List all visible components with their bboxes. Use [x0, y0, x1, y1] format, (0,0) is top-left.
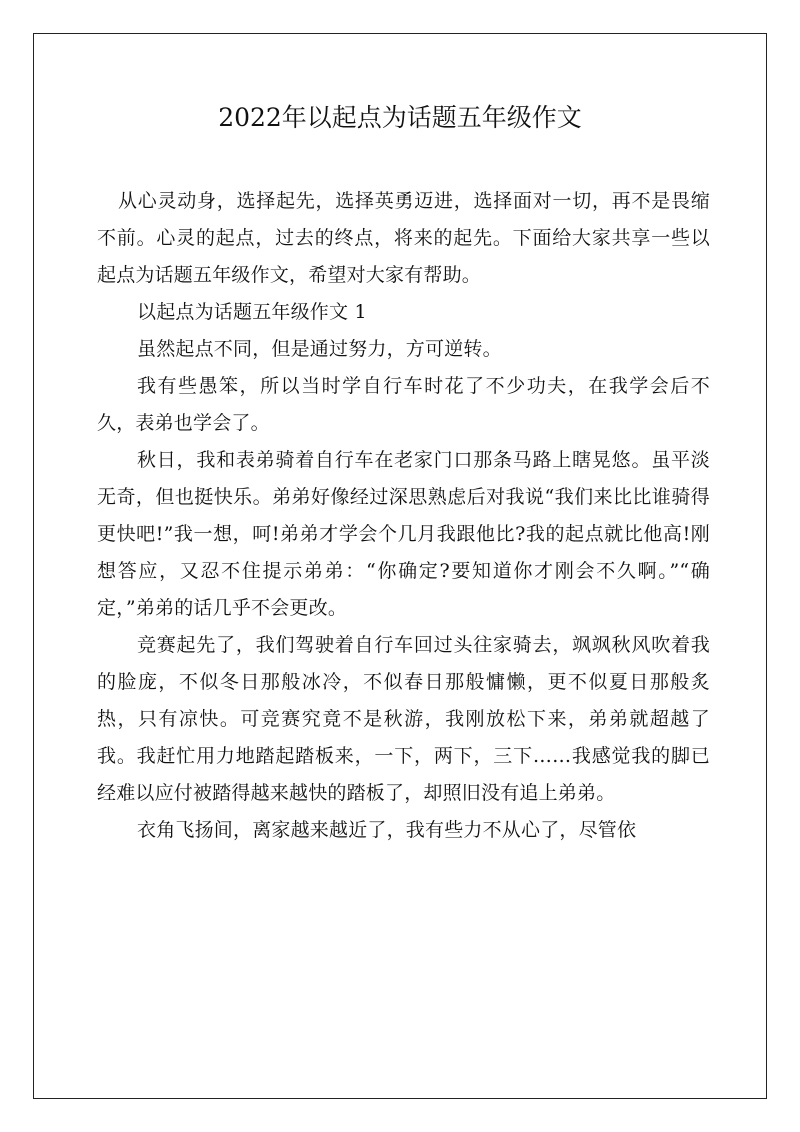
- essay-heading: 以起点为话题五年级作文 1: [137, 301, 367, 323]
- body-paragraph: 衣角飞扬间，离家越来越近了，我有些力不从心了，尽管依: [137, 819, 637, 841]
- body-paragraph: 秋日，我和表弟骑着自行车在老家门口那条马路上瞎晃悠。虽平淡无奇，但也挺快乐。弟弟好像经过深思熟虑后对我说“我们来比比谁骑得更快吧!”我一想，呵!弟弟才学会个几月我跟他比?我的起点就比他高!刚想答应，又忍不住提示弟弟：“你确定?要知道你才刚会不久啊。”“确定，”弟弟的话几乎不会更改。: [97, 449, 710, 619]
- body-paragraph: 虽然起点不同，但是通过努力，方可逆转。: [137, 338, 502, 360]
- body-paragraph: 我有些愚笨，所以当时学自行车时花了不少功夫，在我学会后不久，表弟也学会了。: [97, 375, 710, 434]
- document-body: [97, 183, 710, 849]
- intro-paragraph: 从心灵动身，选择起先，选择英勇迈进，选择面对一切，再不是畏缩不前。心灵的起点，过去的终点，将来的起先。下面给大家共享一些以起点为话题五年级作文，希望对大家有帮助。: [97, 190, 710, 286]
- document-title: 2022年以起点为话题五年级作文: [218, 103, 582, 132]
- body-paragraph: 竞赛起先了，我们驾驶着自行车回过头往家骑去，飒飒秋风吹着我的脸庞，不似冬日那般冰冷，不似春日那般慵懒，更不似夏日那般炙热，只有凉快。可竞赛究竟不是秋游，我刚放松下来，弟弟就超越了我。我赶忙用力地踏起踏板来，一下，两下，三下……我感觉我的脚已经难以应付被踏得越来越快的踏板了，却照旧没有追上弟弟。: [97, 634, 710, 804]
